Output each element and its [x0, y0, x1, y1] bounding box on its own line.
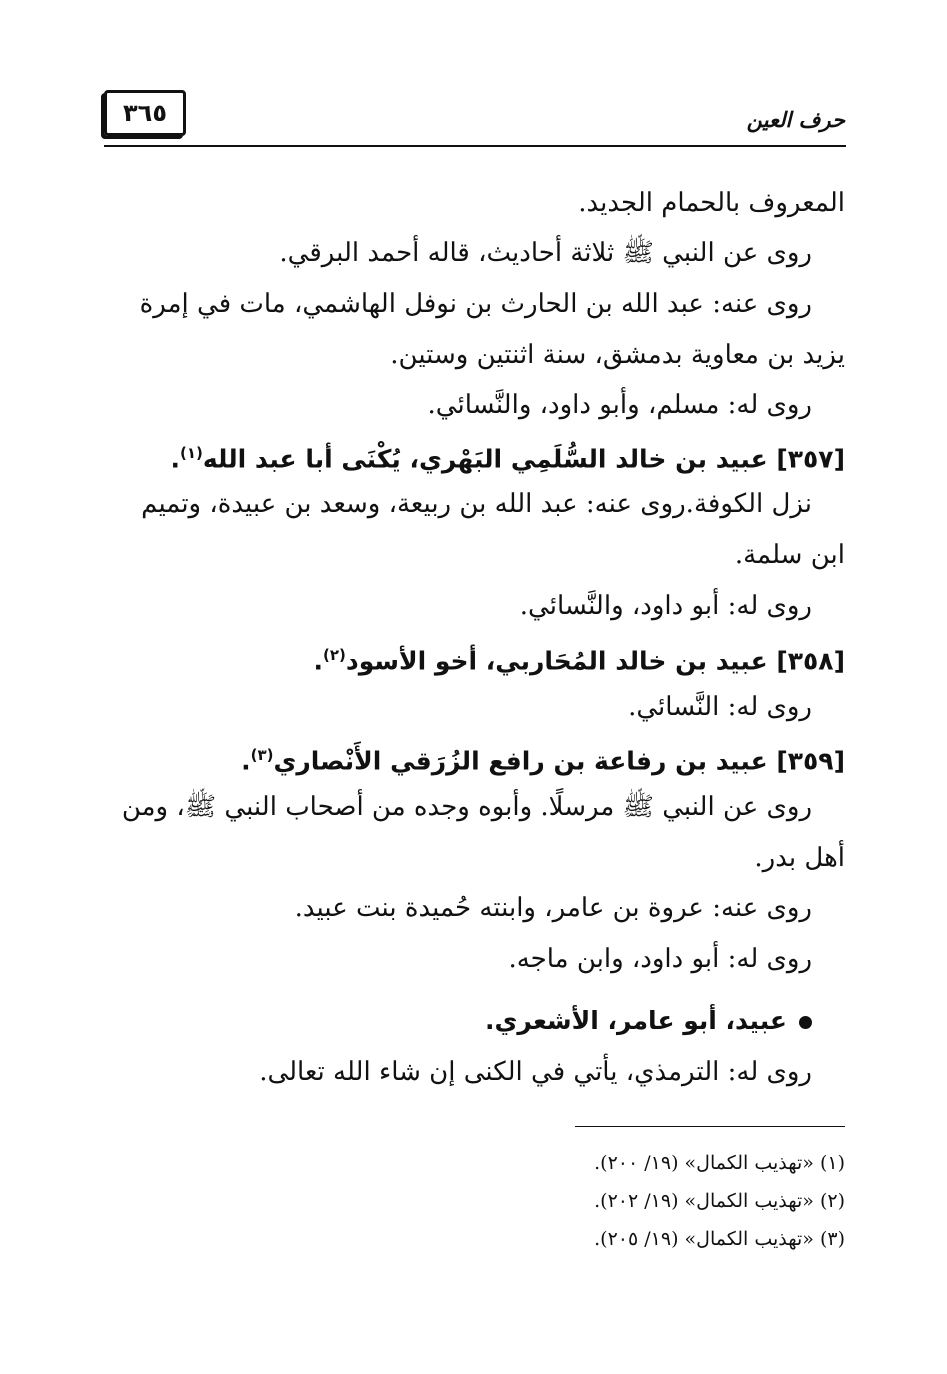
- page-number: ٣٦٥: [123, 99, 167, 127]
- text-line: روى عن النبي ﷺ مرسلًا. وأبوه وجده من أصحاب النبي ﷺ، ومن: [121, 792, 812, 822]
- text-line: المعروف بالحمام الجديد.: [578, 188, 845, 218]
- bullet-heading-text: عبيد، أبو عامر، الأشعري.: [484, 1006, 787, 1035]
- text-line: يزيد بن معاوية بدمشق، سنة اثنتين وستين.: [390, 340, 845, 370]
- text-line: روى له: الترمذي، يأتي في الكنى إن شاء الله تعالى.: [259, 1057, 812, 1087]
- footnote-rule: [575, 1126, 845, 1127]
- footnote-ref: (٣): [250, 746, 274, 764]
- entry-heading-358: [٣٥٨] عبيد بن خالد المُحَاربي، أخو الأسود$^{(٢)}$.: [313, 646, 845, 676]
- bullet-heading: [485, 1004, 812, 1038]
- text-line: روى عنه: عروة بن عامر، وابنته حُميدة بنت عبيد.: [294, 893, 812, 923]
- footnote-ref: (٢): [322, 646, 346, 664]
- text-line: روى له: أبو داود، وابن ماجه.: [508, 944, 812, 974]
- bullet-icon: [799, 1016, 812, 1029]
- header-rule: [104, 145, 846, 147]
- entry-heading-357: [٣٥٧] عبيد بن خالد السُّلَمِي البَهْري، يُكْنَى أبا عبد الله$^{(١)}$.: [170, 444, 845, 474]
- page-number-box: [104, 90, 186, 136]
- text-line: نزل الكوفة.روى عنه: عبد الله بن ربيعة، وسعد بن عبيدة، وتميم: [141, 489, 812, 519]
- footnote-2: (٢) «تهذيب الكمال» (١٩/ ٢٠٢).: [594, 1190, 845, 1212]
- entry-heading-text: [٣٥٩] عبيد بن رفاعة بن رافع الزُرَقي الأَنْصاري: [273, 746, 845, 776]
- entry-heading-text: [٣٥٨] عبيد بن خالد المُحَاربي، أخو الأسود: [345, 646, 845, 676]
- text-line: ابن سلمة.: [734, 540, 845, 570]
- footnote-1: (١) «تهذيب الكمال» (١٩/ ٢٠٠).: [594, 1152, 845, 1174]
- text-line: روى له: النَّسائي.: [628, 692, 812, 722]
- entry-heading-359: [٣٥٩] عبيد بن رفاعة بن رافع الزُرَقي الأَنْصاري$^{(٣)}$.: [241, 746, 845, 776]
- text-line: روى عن النبي ﷺ ثلاثة أحاديث، قاله أحمد البرقي.: [279, 238, 812, 268]
- footnote-3: (٣) «تهذيب الكمال» (١٩/ ٢٠٥).: [594, 1228, 845, 1250]
- footnote-ref: (١): [180, 444, 203, 462]
- text-line: روى له: مسلم، وأبو داود، والنَّسائي.: [427, 390, 812, 420]
- running-head: حرف العين: [746, 108, 845, 132]
- text-line: أهل بدر.: [754, 843, 845, 873]
- entry-heading-text: [٣٥٧] عبيد بن خالد السُّلَمِي البَهْري، يُكْنَى أبا عبد الله: [202, 444, 845, 474]
- text-line: روى عنه: عبد الله بن الحارث بن نوفل الهاشمي، مات في إمرة: [139, 289, 812, 319]
- text-line: روى له: أبو داود، والنَّسائي.: [519, 591, 812, 621]
